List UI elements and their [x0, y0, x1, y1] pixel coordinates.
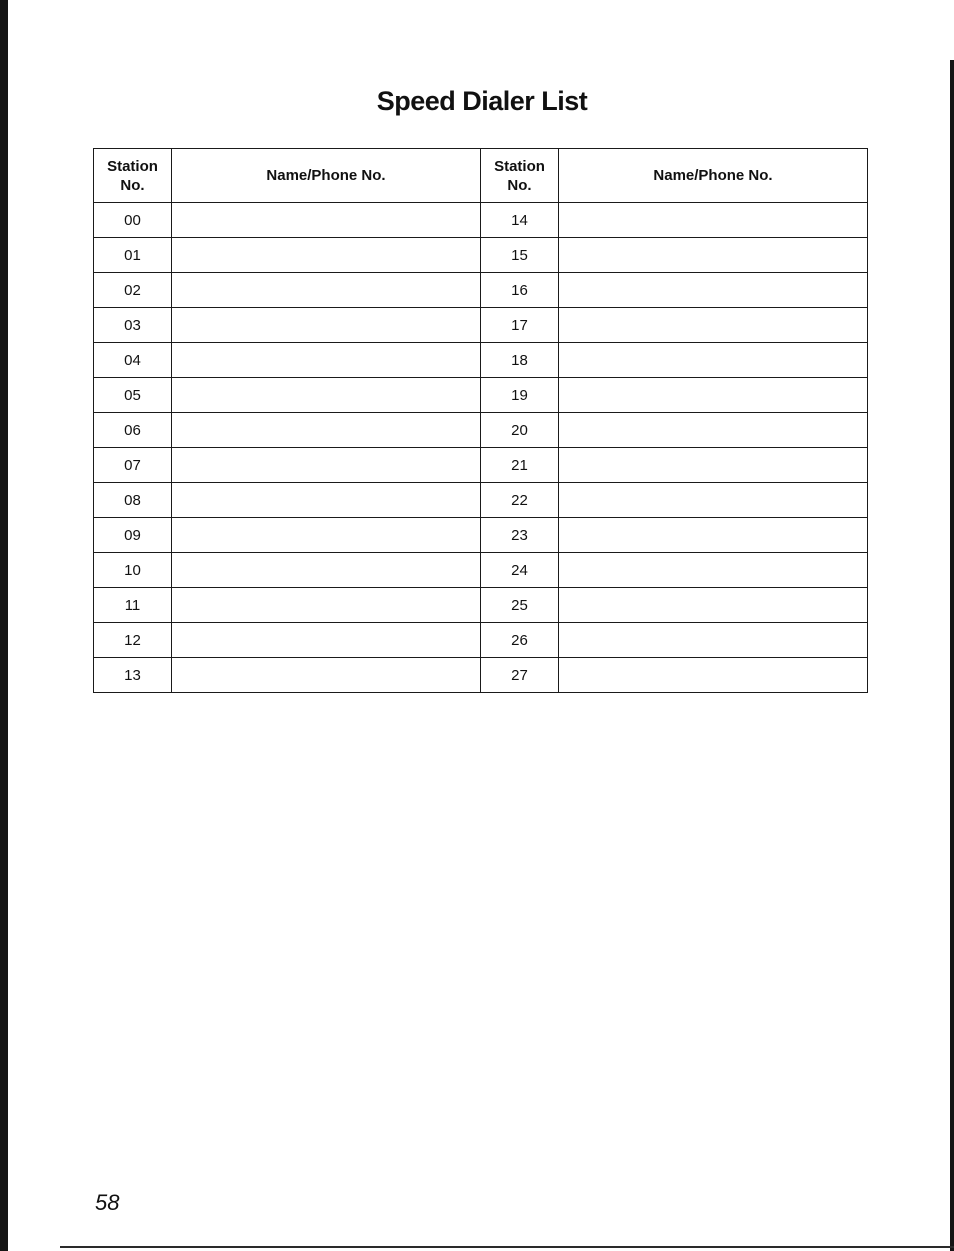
table-row: [94, 273, 868, 308]
station-number-right: 17: [481, 308, 559, 343]
header-station-right: [481, 149, 559, 203]
page-edge-left: [0, 0, 8, 1251]
header-station-line2: No.: [120, 176, 145, 194]
name-phone-cell-left[interactable]: [172, 553, 481, 588]
name-phone-cell-left[interactable]: [172, 238, 481, 273]
name-phone-cell-left[interactable]: [172, 413, 481, 448]
name-phone-cell-right[interactable]: [559, 203, 868, 238]
station-number-left: 04: [94, 343, 172, 378]
name-phone-cell-right[interactable]: [559, 273, 868, 308]
name-phone-cell-left[interactable]: [172, 343, 481, 378]
name-phone-cell-right[interactable]: [559, 658, 868, 693]
station-number-left: 00: [94, 203, 172, 238]
page-edge-bottom: [60, 1246, 954, 1248]
station-number-right: 21: [481, 448, 559, 483]
station-number-left: 08: [94, 483, 172, 518]
station-number-right: 15: [481, 238, 559, 273]
name-phone-cell-left[interactable]: [172, 658, 481, 693]
station-number-left: 10: [94, 553, 172, 588]
name-phone-cell-left[interactable]: [172, 378, 481, 413]
name-phone-cell-right[interactable]: [559, 448, 868, 483]
table-row: [94, 343, 868, 378]
name-phone-cell-left[interactable]: [172, 273, 481, 308]
station-number-right: 25: [481, 588, 559, 623]
name-phone-cell-right[interactable]: [559, 413, 868, 448]
station-number-right: 20: [481, 413, 559, 448]
name-phone-cell-right[interactable]: [559, 238, 868, 273]
station-number-left: 09: [94, 518, 172, 553]
table-row: [94, 623, 868, 658]
name-phone-cell-right[interactable]: [559, 483, 868, 518]
station-number-left: 12: [94, 623, 172, 658]
table-row: [94, 448, 868, 483]
station-number-right: 18: [481, 343, 559, 378]
table-row: [94, 308, 868, 343]
station-number-right: 23: [481, 518, 559, 553]
station-number-left: 05: [94, 378, 172, 413]
header-station-left: [94, 149, 172, 203]
table-body: [94, 203, 868, 693]
name-phone-cell-left[interactable]: [172, 518, 481, 553]
header-station-line1: Station: [494, 157, 545, 175]
name-phone-cell-left[interactable]: [172, 588, 481, 623]
table-row: [94, 518, 868, 553]
station-number-right: 14: [481, 203, 559, 238]
station-number-right: 26: [481, 623, 559, 658]
table-row: [94, 413, 868, 448]
name-phone-cell-right[interactable]: [559, 308, 868, 343]
name-phone-cell-right[interactable]: [559, 378, 868, 413]
station-number-right: 24: [481, 553, 559, 588]
speed-dialer-table: [93, 148, 868, 693]
header-station-line1: Station: [107, 157, 158, 175]
name-phone-cell-left[interactable]: [172, 483, 481, 518]
name-phone-cell-left[interactable]: [172, 448, 481, 483]
station-number-left: 07: [94, 448, 172, 483]
table-row: [94, 588, 868, 623]
name-phone-cell-right[interactable]: [559, 623, 868, 658]
name-phone-cell-right[interactable]: [559, 553, 868, 588]
station-number-right: 22: [481, 483, 559, 518]
station-number-right: 19: [481, 378, 559, 413]
name-phone-cell-right[interactable]: [559, 343, 868, 378]
page-title: Speed Dialer List: [376, 86, 588, 116]
name-phone-cell-left[interactable]: [172, 203, 481, 238]
station-number-left: 11: [94, 588, 172, 623]
page-edge-right: [950, 60, 954, 1251]
header-name-left: Name/Phone No.: [172, 149, 481, 203]
table-row: [94, 483, 868, 518]
page-number: 58: [95, 1190, 120, 1215]
header-row: [94, 149, 868, 203]
table-row: [94, 238, 868, 273]
header-name-right: Name/Phone No.: [559, 149, 868, 203]
station-number-right: 16: [481, 273, 559, 308]
name-phone-cell-right[interactable]: [559, 518, 868, 553]
station-number-left: 13: [94, 658, 172, 693]
table-row: [94, 553, 868, 588]
station-number-left: 01: [94, 238, 172, 273]
station-number-left: 03: [94, 308, 172, 343]
name-phone-cell-right[interactable]: [559, 588, 868, 623]
station-number-left: 02: [94, 273, 172, 308]
name-phone-cell-left[interactable]: [172, 308, 481, 343]
table-row: [94, 658, 868, 693]
table-row: [94, 378, 868, 413]
station-number-left: 06: [94, 413, 172, 448]
station-number-right: 27: [481, 658, 559, 693]
table-row: [94, 203, 868, 238]
name-phone-cell-left[interactable]: [172, 623, 481, 658]
header-station-line2: No.: [507, 176, 532, 194]
